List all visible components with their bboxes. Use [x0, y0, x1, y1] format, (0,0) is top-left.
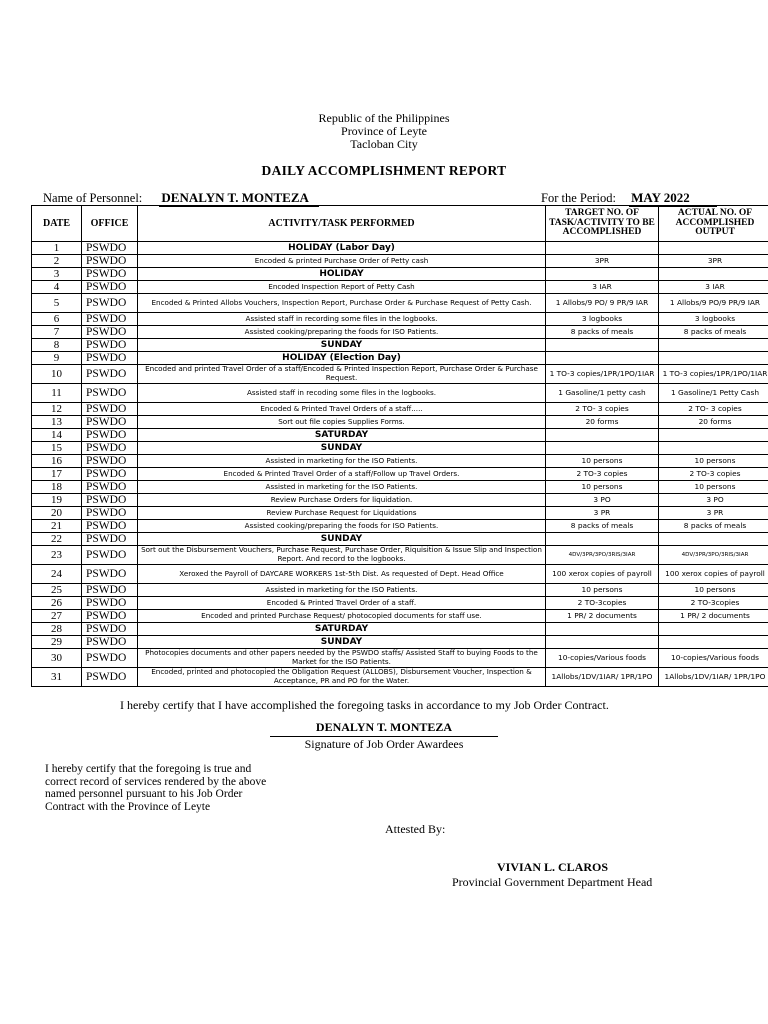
header-office: OFFICE [82, 206, 138, 242]
row-office: PSWDO [82, 242, 138, 255]
row-activity: HOLIDAY (Labor Day) [138, 242, 546, 255]
personnel-name: DENALYN T. MONTEZA [159, 190, 319, 207]
row-activity: Encoded & Printed Travel Order of a staff. [138, 597, 546, 610]
row-actual: 4DV/3PR/3PO/3RIS/3IAR [659, 546, 768, 565]
row-target [546, 339, 659, 352]
row-date: 28 [32, 623, 82, 636]
row-actual: 1 Gasoline/1 Petty Cash [659, 384, 768, 403]
row-activity: Assisted in marketing for the ISO Patients. [138, 584, 546, 597]
row-date: 6 [32, 313, 82, 326]
row-target: 4DV/3PR/3PO/3RIS/3IAR [546, 546, 659, 565]
header-date: DATE [32, 206, 82, 242]
row-office: PSWDO [82, 610, 138, 623]
row-target [546, 636, 659, 649]
table-row [32, 533, 768, 546]
table-row [32, 442, 768, 455]
row-target: 2 TO-3 copies [546, 468, 659, 481]
row-office: PSWDO [82, 352, 138, 365]
row-office: PSWDO [82, 339, 138, 352]
row-actual: 1 TO-3 copies/1PR/1PO/1IAR [659, 365, 768, 384]
row-date: 8 [32, 339, 82, 352]
row-date: 10 [32, 365, 82, 384]
table-row [32, 649, 768, 668]
row-office: PSWDO [82, 533, 138, 546]
row-activity: Encoded & Printed Allobs Vouchers, Inspection Report, Purchase Order & Purchase Request of Petty Cash. [138, 294, 546, 313]
row-date: 29 [32, 636, 82, 649]
row-office: PSWDO [82, 520, 138, 533]
head-certification [45, 763, 305, 813]
row-target [546, 268, 659, 281]
row-activity: Encoded and printed Purchase Request/ photocopied documents for staff use. [138, 610, 546, 623]
table-body [32, 242, 768, 687]
row-target: 1 Gasoline/1 petty cash [546, 384, 659, 403]
table-row [32, 520, 768, 533]
row-date: 22 [32, 533, 82, 546]
row-office: PSWDO [82, 429, 138, 442]
table-row [32, 365, 768, 384]
row-date: 26 [32, 597, 82, 610]
header-city: Tacloban City [350, 137, 418, 151]
row-target [546, 352, 659, 365]
table-row [32, 636, 768, 649]
row-office: PSWDO [82, 455, 138, 468]
row-activity: Sort out file copies Supplies Forms. [138, 416, 546, 429]
head-certification-line: correct record of services rendered by the above [45, 775, 267, 788]
row-date: 16 [32, 455, 82, 468]
row-activity: SUNDAY [138, 636, 546, 649]
row-office: PSWDO [82, 294, 138, 313]
table-row [32, 294, 768, 313]
row-date: 7 [32, 326, 82, 339]
row-activity: Photocopies documents and other papers needed by the PSWDO staffs/ Assisted Staff to buying Foods to the Market for the ISO Patients. [138, 649, 546, 668]
row-office: PSWDO [82, 384, 138, 403]
row-target: 100 xerox copies of payroll [546, 565, 659, 584]
row-office: PSWDO [82, 365, 138, 384]
row-activity: Sort out the Disbursement Vouchers, Purchase Request, Purchase Order, Riquisition & Issue Slip and Inspection Report. And record to the logbooks. [138, 546, 546, 565]
row-date: 20 [32, 507, 82, 520]
row-date: 4 [32, 281, 82, 294]
row-date: 18 [32, 481, 82, 494]
row-date: 30 [32, 649, 82, 668]
row-activity: SUNDAY [138, 442, 546, 455]
row-activity: Encoded & Printed Travel Order of a staff/Follow up Travel Orders. [138, 468, 546, 481]
row-target: 10 persons [546, 455, 659, 468]
row-actual: 100 xerox copies of payroll [659, 565, 768, 584]
table-row [32, 384, 768, 403]
row-target: 3 PR [546, 507, 659, 520]
report-title: DAILY ACCOMPLISHMENT REPORT [261, 163, 507, 178]
table-row [32, 481, 768, 494]
row-actual: 3PR [659, 255, 768, 268]
row-date: 9 [32, 352, 82, 365]
row-actual [659, 442, 768, 455]
table-row [32, 546, 768, 565]
table-row [32, 429, 768, 442]
row-office: PSWDO [82, 507, 138, 520]
row-office: PSWDO [82, 481, 138, 494]
row-activity: Xeroxed the Payroll of DAYCARE WORKERS 1st-5th Dist. As requested of Dept. Head Office [138, 565, 546, 584]
row-actual: 3 IAR [659, 281, 768, 294]
row-activity: Assisted in marketing for the ISO Patients. [138, 455, 546, 468]
table-row [32, 623, 768, 636]
row-office: PSWDO [82, 468, 138, 481]
row-activity: SATURDAY [138, 623, 546, 636]
row-target: 10 persons [546, 584, 659, 597]
row-date: 23 [32, 546, 82, 565]
row-date: 13 [32, 416, 82, 429]
department-head-name: VIVIAN L. CLAROS [497, 860, 609, 874]
row-office: PSWDO [82, 281, 138, 294]
row-office: PSWDO [82, 649, 138, 668]
row-activity: Assisted in marketing for the ISO Patients. [138, 481, 546, 494]
row-actual: 8 packs of meals [659, 326, 768, 339]
row-activity: Assisted cooking/preparing the foods for ISO Patients. [138, 326, 546, 339]
row-date: 21 [32, 520, 82, 533]
period-label: For the Period: [541, 191, 616, 205]
attested-by-label: Attested By: [385, 822, 446, 836]
row-actual: 10 persons [659, 584, 768, 597]
row-activity: Review Purchase Orders for liquidation. [138, 494, 546, 507]
row-office: PSWDO [82, 494, 138, 507]
row-activity: SUNDAY [138, 339, 546, 352]
row-date: 14 [32, 429, 82, 442]
header-target: TARGET NO. OF TASK/ACTIVITY TO BE ACCOMPLISHED [546, 206, 659, 242]
table-row [32, 416, 768, 429]
row-actual [659, 429, 768, 442]
table-row [32, 668, 768, 687]
row-actual: 2 TO-3copies [659, 597, 768, 610]
row-actual: 8 packs of meals [659, 520, 768, 533]
row-activity: SUNDAY [138, 533, 546, 546]
row-date: 1 [32, 242, 82, 255]
department-head-title: Provincial Government Department Head [452, 875, 653, 889]
table-row [32, 326, 768, 339]
row-office: PSWDO [82, 416, 138, 429]
row-actual: 1 Allobs/9 PO/9 PR/9 IAR [659, 294, 768, 313]
row-activity: Encoded and printed Travel Order of a staff/Encoded & Printed Inspection Report, Purchase Order & Purchase Request. [138, 365, 546, 384]
row-actual: 10 persons [659, 455, 768, 468]
awardee-certification: I hereby certify that I have accomplished the foregoing tasks in accordance to my Job Order Contract. [120, 698, 609, 712]
row-actual: 3 PO [659, 494, 768, 507]
header-actual: ACTUAL NO. OF ACCOMPLISHED OUTPUT [659, 206, 768, 242]
row-activity: Assisted cooking/preparing the foods for ISO Patients. [138, 520, 546, 533]
row-date: 24 [32, 565, 82, 584]
row-target: 3PR [546, 255, 659, 268]
table-row [32, 313, 768, 326]
row-office: PSWDO [82, 326, 138, 339]
header-republic: Republic of the Philippines [318, 111, 450, 125]
row-office: PSWDO [82, 442, 138, 455]
row-activity: Review Purchase Request for Liquidations [138, 507, 546, 520]
row-target: 2 TO-3copies [546, 597, 659, 610]
table-row [32, 242, 768, 255]
row-actual: 1 PR/ 2 documents [659, 610, 768, 623]
row-date: 11 [32, 384, 82, 403]
head-certification-line: I hereby certify that the foregoing is true and [45, 763, 252, 775]
row-date: 3 [32, 268, 82, 281]
row-office: PSWDO [82, 268, 138, 281]
row-target: 1 Allobs/9 PO/ 9 PR/9 IAR [546, 294, 659, 313]
header-province: Province of Leyte [341, 124, 427, 138]
row-target: 1Allobs/1DV/1IAR/ 1PR/1PO [546, 668, 659, 687]
table-row [32, 455, 768, 468]
row-activity: Encoded & Printed Travel Orders of a staff..... [138, 403, 546, 416]
row-date: 27 [32, 610, 82, 623]
row-target: 1 TO-3 copies/1PR/1PO/1IAR [546, 365, 659, 384]
row-target: 8 packs of meals [546, 520, 659, 533]
row-target [546, 623, 659, 636]
table-row [32, 565, 768, 584]
row-target: 3 logbooks [546, 313, 659, 326]
row-actual: 10-copies/Various foods [659, 649, 768, 668]
table-row [32, 468, 768, 481]
row-actual [659, 242, 768, 255]
row-office: PSWDO [82, 255, 138, 268]
row-office: PSWDO [82, 403, 138, 416]
row-actual: 3 logbooks [659, 313, 768, 326]
row-target: 3 IAR [546, 281, 659, 294]
table-header-row [32, 206, 768, 242]
personnel-label: Name of Personnel: [43, 191, 143, 205]
row-activity: Encoded, printed and photocopied the Obligation Request (ALLOBS), Disbursement Voucher, Inspection & Acceptance, PR and PO for the Water. [138, 668, 546, 687]
period-value: MAY 2022 [629, 190, 717, 207]
row-actual: 3 PR [659, 507, 768, 520]
row-activity: Encoded & printed Purchase Order of Petty cash [138, 255, 546, 268]
table-row [32, 339, 768, 352]
row-target: 8 packs of meals [546, 326, 659, 339]
row-office: PSWDO [82, 668, 138, 687]
row-actual [659, 352, 768, 365]
row-activity: HOLIDAY (Election Day) [138, 352, 546, 365]
row-activity: Encoded Inspection Report of Petty Cash [138, 281, 546, 294]
row-actual [659, 268, 768, 281]
awardee-signature-name: DENALYN T. MONTEZA [270, 720, 498, 737]
row-office: PSWDO [82, 636, 138, 649]
row-target: 20 forms [546, 416, 659, 429]
row-date: 19 [32, 494, 82, 507]
row-actual: 2 TO-3 copies [659, 468, 768, 481]
row-activity: Assisted staff in recoding some files in the logbooks. [138, 384, 546, 403]
table-row [32, 597, 768, 610]
row-actual: 10 persons [659, 481, 768, 494]
row-actual: 2 TO- 3 copies [659, 403, 768, 416]
row-date: 12 [32, 403, 82, 416]
row-date: 5 [32, 294, 82, 313]
table-row [32, 584, 768, 597]
head-certification-line: named personnel pursuant to his Job Order [45, 788, 243, 800]
row-target [546, 533, 659, 546]
table-row [32, 610, 768, 623]
row-actual [659, 623, 768, 636]
table-row [32, 281, 768, 294]
row-office: PSWDO [82, 313, 138, 326]
row-target: 1 PR/ 2 documents [546, 610, 659, 623]
row-target: 3 PO [546, 494, 659, 507]
row-office: PSWDO [82, 546, 138, 565]
table-row [32, 494, 768, 507]
row-target [546, 442, 659, 455]
accomplishment-table [31, 205, 768, 687]
row-target [546, 242, 659, 255]
row-actual [659, 636, 768, 649]
row-date: 2 [32, 255, 82, 268]
row-date: 17 [32, 468, 82, 481]
row-target [546, 429, 659, 442]
row-activity: HOLIDAY [138, 268, 546, 281]
row-actual: 20 forms [659, 416, 768, 429]
row-target: 2 TO- 3 copies [546, 403, 659, 416]
row-actual [659, 339, 768, 352]
row-actual [659, 533, 768, 546]
table-row [32, 507, 768, 520]
row-activity: Assisted staff in recording some files in the logbooks. [138, 313, 546, 326]
row-date: 25 [32, 584, 82, 597]
table-row [32, 352, 768, 365]
table-row [32, 255, 768, 268]
header-activity: ACTIVITY/TASK PERFORMED [138, 206, 546, 242]
row-target: 10 persons [546, 481, 659, 494]
row-office: PSWDO [82, 623, 138, 636]
row-date: 31 [32, 668, 82, 687]
table-row [32, 403, 768, 416]
awardee-signature-caption: Signature of Job Order Awardees [304, 737, 464, 751]
row-office: PSWDO [82, 597, 138, 610]
row-actual: 1Allobs/1DV/1IAR/ 1PR/1PO [659, 668, 768, 687]
row-date: 15 [32, 442, 82, 455]
table-row [32, 268, 768, 281]
head-certification-line: Contract with the Province of Leyte [45, 800, 211, 813]
row-activity: SATURDAY [138, 429, 546, 442]
row-office: PSWDO [82, 584, 138, 597]
row-target: 10-copies/Various foods [546, 649, 659, 668]
row-office: PSWDO [82, 565, 138, 584]
